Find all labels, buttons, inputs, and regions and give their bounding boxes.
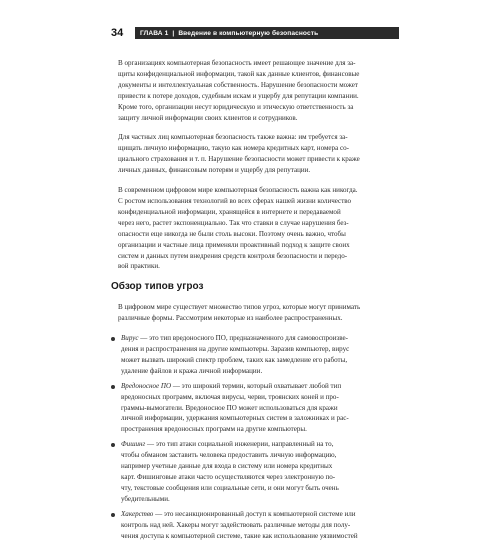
text-line: удаление файлов и кража личной информации. [121, 366, 263, 375]
text-line: различные формы. Рассмотрим некоторые из наиболее распространенных. [118, 314, 343, 323]
threat-item [111, 381, 400, 436]
chapter-label: ГЛАВА 1 [140, 29, 169, 37]
text-line: защиту личной информации своих клиентов и сотрудников. [118, 113, 298, 122]
text-line: вой практики. [118, 262, 160, 271]
text-line: вредоносных программ, включая вирусы, черви, троянских коней и про- [121, 392, 339, 401]
text-line: документы и интеллектуальная собственность. Нарушение безопасности может [118, 80, 359, 89]
threat-item [111, 509, 400, 542]
text-line: организации и частные лица применяли проактивный подход к защите своих [118, 240, 350, 249]
page-number: 34 [111, 27, 124, 39]
text-line: циального страхования и т. п. Нарушение безопасности может привести к краже [118, 155, 360, 164]
text-line: может вызвать широкий спектр проблем, таких как замедление его работы, [121, 355, 348, 364]
threat-list [111, 333, 400, 541]
text-line: пространения вредоносных программ на другие компьютеры. [121, 425, 307, 434]
paragraph [111, 185, 400, 272]
text-line: привести к потере доходов, судебным искам и ущербу для репутации компании. [118, 91, 359, 100]
bullet-icon [111, 443, 115, 447]
text-line: граммы-вымогатели. Вредоносное ПО может использоваться для кражи [121, 403, 338, 412]
text-line: щиты конфиденциальной информации, такой как данные клиентов, финансовые [118, 69, 360, 78]
section-intro [111, 302, 400, 324]
text-line: например учетные данные для входа в систему или номера кредитных [121, 462, 333, 471]
bullet-icon [111, 385, 115, 389]
threat-description: — это широкий термин, который охватывает любой тип [171, 381, 342, 390]
text-line: Кроме того, организации несут юридическую и этическую ответственность за [118, 102, 354, 111]
threat-term: Хакерство [121, 509, 154, 518]
text-line [121, 439, 400, 450]
text-line [121, 509, 400, 520]
chapter-banner [135, 27, 399, 39]
text-line: щищать личную информацию, такую как номера кредитных карт, номера со- [118, 144, 349, 153]
text-line: личных данных, финансовым потерям и ущербу для репутации. [118, 166, 311, 175]
text-line: чения доступа к компьютерной системе, такие как использование уязвимостей [121, 531, 358, 540]
text-line: контроль над ней. Хакеры могут задействовать различные методы для полу- [121, 520, 351, 529]
threat-description: — это несанкционированный доступ к компьютерной системе или [153, 509, 356, 518]
text-line: карт. Фишинговые атаки часто осуществляются через электронную по- [121, 473, 336, 481]
text-line: В цифровом мире существует множество типов угроз, которые могут принимать [118, 303, 361, 312]
threat-term: Вирус [121, 334, 139, 343]
chapter-title: Введение в компьютерную безопасность [178, 29, 319, 37]
page-body [111, 58, 400, 545]
text-line: дения и распространения на другие компьютеры. Заразив компьютер, вирус [121, 345, 350, 354]
text-line [121, 381, 400, 392]
text-line: чту, текстовые сообщения или социальные сети, и они могут быть очень [121, 483, 339, 492]
text-line [121, 333, 400, 344]
text-line: чтобы обманом заставить человека предоставить личную информацию, [121, 451, 337, 460]
threat-term: Фишинг [121, 440, 146, 449]
threat-term: Вредоносное ПО [121, 381, 172, 390]
paragraphs [111, 58, 400, 272]
threat-item [111, 333, 400, 377]
text-line: убедительными. [121, 494, 170, 503]
section-heading: Обзор типов угроз [111, 281, 204, 293]
bullet-icon [111, 513, 115, 517]
chapter-separator: | [172, 29, 175, 37]
text-line: конфиденциальной информации, хранящейся в интернете и передаваемой [118, 207, 341, 216]
paragraph [111, 132, 400, 176]
bullet-icon [111, 337, 115, 341]
text-line: С ростом использования технологий во всех сферах нашей жизни количество [118, 196, 352, 205]
threat-description: — это тип вредоносного ПО, предназначенного для самовоспроизве- [138, 334, 348, 343]
text-line: Для частных лиц компьютерная безопасность также важна: им требуется за- [118, 133, 348, 142]
paragraph [111, 58, 400, 123]
threat-description: — это тип атаки социальной инженерии, направленный на то, [145, 440, 334, 449]
text-line: через него, растет экспоненциально. Так что ставки в случае нарушения без- [118, 218, 349, 227]
text-line: личной информации, удержания компьютерных систем в заложниках и рас- [121, 414, 349, 423]
page-header [111, 27, 399, 39]
text-line: систем и данных путем внедрения средств контроля безопасности и передо- [118, 251, 348, 260]
threat-item [111, 439, 400, 504]
text-line: В организациях компьютерная безопасность имеет решающее значение для за- [118, 59, 356, 67]
text-line: опасности еще никогда не были столь высоки. Поэтому очень важно, чтобы [118, 229, 346, 238]
text-line: В современном цифровом мире компьютерная безопасность важна как никогда. [118, 186, 358, 195]
